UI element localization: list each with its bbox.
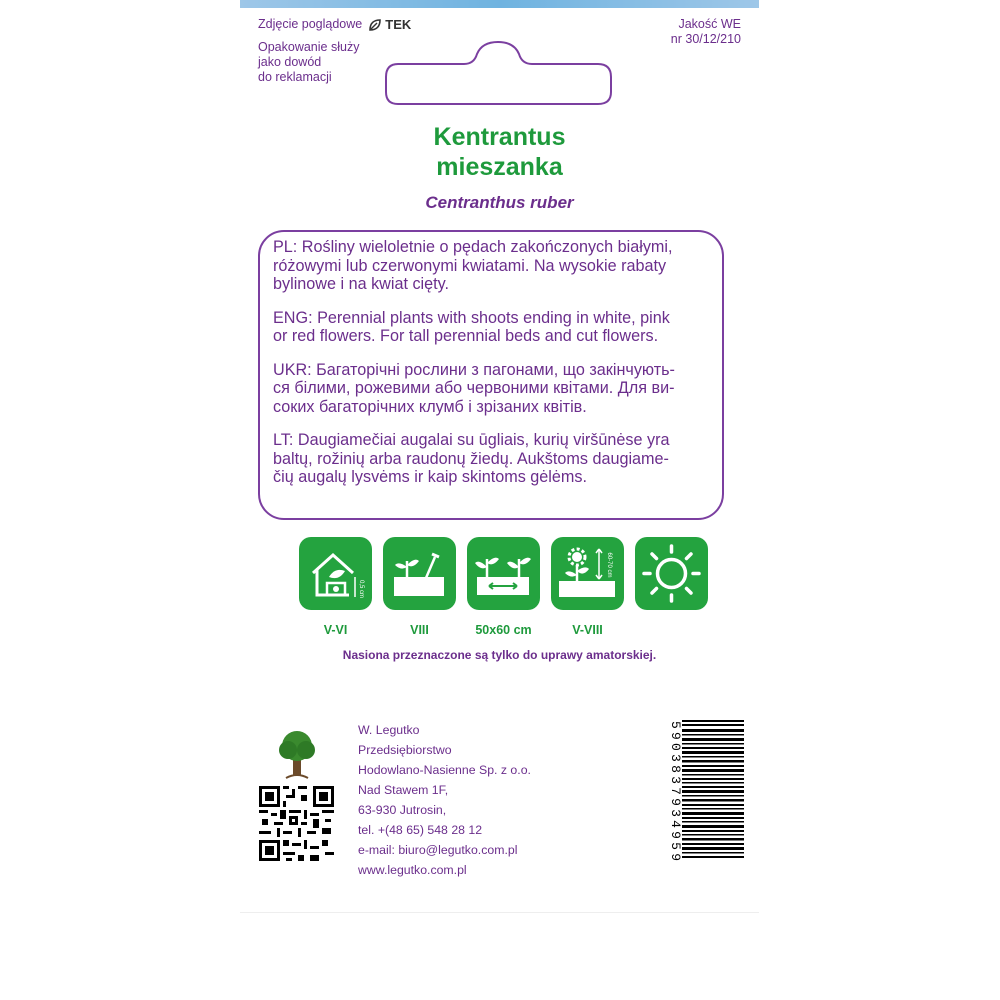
- seed-packet-back: [240, 0, 759, 1000]
- description-pl: [273, 238, 709, 294]
- packaging-note-line: jako dowód: [258, 55, 322, 69]
- product-name-line: mieszanka: [436, 153, 563, 181]
- desc-line: PL: Rośliny wieloletnie o pędach zakończonych białymi,: [273, 238, 673, 256]
- cultivation-icons: [299, 537, 708, 610]
- packaging-note-line: Opakowanie służy: [258, 40, 360, 54]
- company-email[interactable]: e-mail: biuro@legutko.com.pl: [358, 843, 518, 857]
- photo-note-text: Zdjęcie poglądowe: [258, 17, 363, 31]
- planting-out-icon: [383, 537, 456, 610]
- icon-label-sun: [635, 623, 708, 637]
- company-street: Nad Stawem 1F,: [358, 783, 449, 797]
- packaging-note-line: do reklamacji: [258, 70, 332, 84]
- leaf-icon: [368, 18, 382, 32]
- desc-line: baltų, rožinių arba raudonų žiedų. Aukštoms daugiame-: [273, 449, 669, 468]
- otek-label: TEK: [385, 17, 412, 32]
- ean-barcode: [658, 720, 744, 862]
- company-website[interactable]: www.legutko.com.pl: [358, 863, 467, 877]
- description-ukr: [273, 361, 709, 417]
- quality-note: [671, 17, 741, 47]
- packaging-note: [258, 40, 368, 85]
- desc-line: różowymi lub czerwonymi kwiatami. Na wysokie rabaty: [273, 256, 667, 275]
- otek-logo: [368, 17, 411, 32]
- desc-line: or red flowers. For tall perennial beds and cut flowers.: [273, 327, 659, 345]
- description-lt: [273, 431, 709, 487]
- top-color-strip: [240, 0, 759, 8]
- desc-line: čių augalų lysvėms ir kaip skintoms gėlėms.: [273, 468, 587, 486]
- quality-line: Jakość WE: [678, 17, 741, 31]
- quality-line: nr 30/12/210: [670, 32, 741, 46]
- depth-annotation: 0,5 cm: [358, 579, 364, 599]
- flowering-height-icon: [551, 537, 624, 610]
- company-type: Przedsiębiorstwo: [358, 743, 452, 757]
- desc-line: LT: Daugiamečiai augalai su ūgliais, kurių viršūnėse yra: [273, 431, 670, 449]
- product-name-line: Kentrantus: [433, 123, 566, 151]
- height-annotation: 60-70 cm: [606, 552, 612, 578]
- desc-line: bylinowe i na kwiat cięty.: [273, 275, 450, 293]
- company-legal-name: Hodowlano-Nasienne Sp. z o.o.: [358, 763, 531, 777]
- icon-labels: [299, 623, 708, 637]
- icon-label-spacing: 50x60 cm: [475, 623, 532, 637]
- description-box: [258, 230, 724, 520]
- barcode-digits: 5903837934959: [668, 721, 683, 861]
- full-sun-icon: [635, 537, 708, 610]
- qr-code[interactable]: [259, 786, 334, 861]
- desc-line: UKR: Багаторічні рослини з пагонами, що закінчують-: [273, 360, 675, 379]
- desc-line: ся білими, рожевими або червоними квітами. Для ви-: [273, 379, 675, 397]
- family-company-logo: [258, 722, 336, 782]
- latin-name: Centranthus ruber: [425, 193, 574, 212]
- product-name: [240, 122, 759, 182]
- amateur-use-notice: Nasiona przeznaczone są tylko do uprawy amatorskiej.: [342, 648, 657, 662]
- icon-label-planting: VIII: [410, 623, 429, 637]
- desc-line: соких багаторічних клумб і зрізаних квітів.: [273, 397, 587, 416]
- icon-label-flowering: V-VIII: [572, 623, 603, 637]
- sowing-under-cover-icon: [299, 537, 372, 610]
- company-phone: tel. +(48 65) 548 28 12: [358, 823, 483, 837]
- packet-bottom-edge: [240, 912, 759, 913]
- company-address: [358, 720, 531, 880]
- description-eng: [273, 309, 709, 346]
- photo-note: [258, 17, 411, 32]
- date-stamp-frame: [384, 40, 613, 106]
- desc-line: ENG: Perennial plants with shoots ending in white, pink: [273, 308, 670, 327]
- spacing-icon: [467, 537, 540, 610]
- icon-label-sowing: V-VI: [323, 623, 348, 637]
- company-name: W. Legutko: [358, 723, 420, 737]
- company-city: 63-930 Jutrosin,: [358, 803, 447, 817]
